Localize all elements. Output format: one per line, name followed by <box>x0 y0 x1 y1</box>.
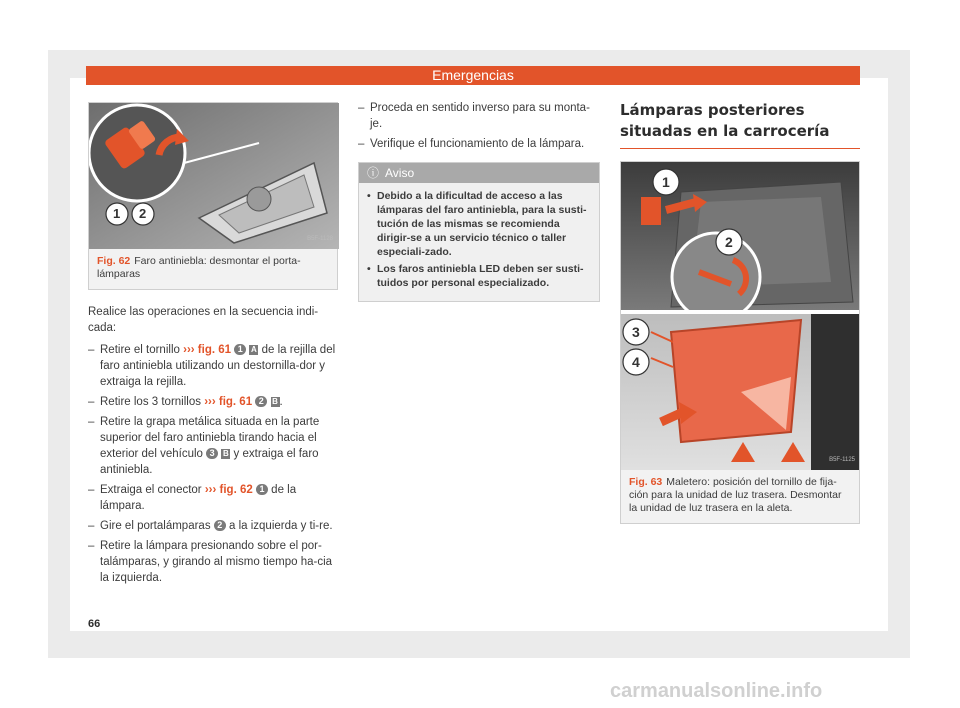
step-item <box>88 342 338 390</box>
figure-63-image <box>621 162 859 470</box>
notice-box <box>358 162 600 302</box>
notice-body <box>359 183 599 301</box>
step-text: Gire el portalámparas <box>100 520 211 532</box>
figure-62 <box>88 102 338 290</box>
callout-63-2: 2 <box>725 234 733 250</box>
notice-title: Aviso <box>385 166 415 180</box>
step-text: Retire los 3 tornillos <box>100 396 201 408</box>
callout-63-1: 1 <box>662 174 670 190</box>
step-item: – Proceda en sentido inverso para su monta-je. <box>358 100 600 132</box>
step-item <box>88 414 338 478</box>
notice-item: • Los faros antiniebla LED deben ser susti-tuidos por personal especializado. <box>367 262 591 290</box>
step-text: Retire la grapa metálica situada en la parte superior del faro antiniebla tirando hacia el exterior del vehículo <box>100 416 320 460</box>
figure-62-label: Fig. 62 <box>97 255 131 267</box>
step-text: de la lámpara. <box>100 484 297 512</box>
callout-number: 3 <box>206 448 218 459</box>
column-right <box>620 100 860 524</box>
figure-62-caption <box>89 249 337 289</box>
callout-63-4: 4 <box>632 354 640 370</box>
step-text: . <box>279 396 283 408</box>
figure-63 <box>620 161 860 524</box>
step-item: – Retire la lámpara presionando sobre el por-talámparas, y girando al mismo tiempo ha-cia la izquierda. <box>88 538 338 586</box>
step-text: a la izquierda y ti-re. <box>228 520 333 532</box>
callout-letter: B <box>272 397 278 406</box>
page-number: 66 <box>88 618 101 630</box>
step-text: de la rejilla del faro antiniebla utilizando un destornilla-dor y extraiga la rejilla. <box>100 344 336 388</box>
step-text: Retire el tornillo <box>100 344 180 356</box>
callout-63-3: 3 <box>632 324 640 340</box>
fig-61-link[interactable]: ››› fig. 61 <box>204 396 253 408</box>
callout-number: 2 <box>214 520 226 531</box>
callout-number: 1 <box>256 484 268 495</box>
figure-63-code: B5F-1125 <box>829 457 855 463</box>
step-item: – Verifique el funcionamiento de la lámpara. <box>358 136 600 152</box>
column-middle <box>358 100 600 302</box>
callout-62-2: 2 <box>139 206 147 221</box>
callout-62-1: 1 <box>113 206 121 221</box>
figure-62-image <box>89 103 337 249</box>
callout-number: 2 <box>255 396 267 407</box>
step-item <box>88 482 338 514</box>
figure-62-caption-text: Faro antiniebla: desmontar el porta-lámparas <box>97 255 301 280</box>
figure-63-caption-text: Maletero: posición del tornillo de fija-ción para la unidad de luz trasera. Desmontar la unidad de luz trasera en la aleta. <box>629 476 842 514</box>
callout-letter: A <box>251 345 257 354</box>
step-text: y extraiga el faro antiniebla. <box>100 448 319 476</box>
column-left <box>88 102 338 590</box>
intro-text: Realice las operaciones en la secuencia indi-cada: <box>88 306 319 334</box>
figure-63-label: Fig. 63 <box>629 476 663 488</box>
step-item <box>88 518 338 534</box>
fig-62-link[interactable]: ››› fig. 62 <box>204 484 253 496</box>
steps-list-continued <box>358 100 600 152</box>
steps-list <box>88 342 338 586</box>
notice-header <box>359 163 599 183</box>
figure-62-code: B5F-1128 <box>307 236 333 242</box>
figure-63-caption <box>621 470 859 523</box>
step-item <box>88 394 338 410</box>
notice-item: • Debido a la dificultad de acceso a las lámparas del faro antiniebla, para la susti-tución de las mismas se recomienda dirigir-se a un servicio técnico o taller especiali-zado. <box>367 189 591 259</box>
callout-number: 1 <box>234 344 246 355</box>
watermark: carmanualsonline.info <box>610 680 823 702</box>
step-text: Extraiga el conector <box>100 484 202 496</box>
callout-letter: B <box>222 449 229 458</box>
chapter-header: Emergencias <box>86 66 860 85</box>
section-title: Lámparas posteriores situadas en la carrocería <box>620 100 860 149</box>
fig-61-link[interactable]: ››› fig. 61 <box>183 344 232 356</box>
info-icon: ⓘ <box>367 166 380 180</box>
